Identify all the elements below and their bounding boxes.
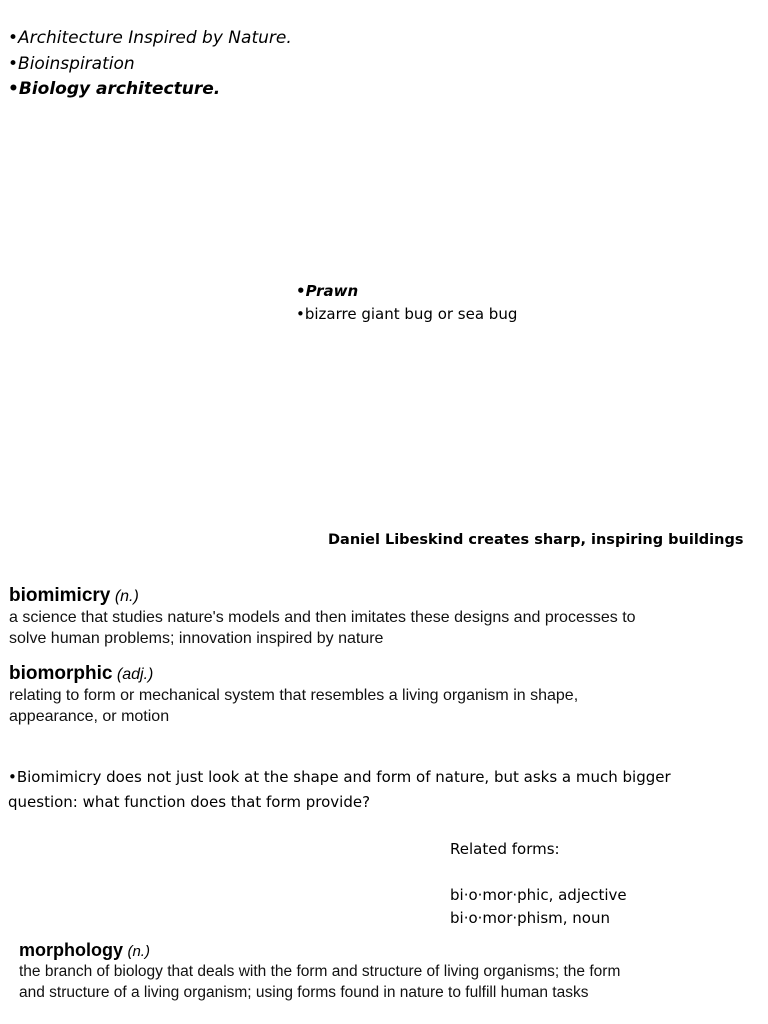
prawn-notes [296, 280, 517, 326]
related-form-noun: bi·o·mor·phism, noun [450, 909, 610, 927]
def-biomorphic-line1: relating to form or mechanical system that resembles a living organism in shape, [9, 687, 579, 704]
pos-morphology: (n.) [127, 943, 150, 960]
biomimicry-question: •Biomimicry does not just look at the shape and form of nature, but asks a much bigger question: what function does that form provide? [8, 768, 671, 811]
prawn-subtitle: •bizarre giant bug or sea bug [296, 305, 518, 323]
def-morphology-line2: and structure of a living organism; using forms found in nature to fulfill human tasks [19, 984, 589, 1001]
def-biomimicry-line2: solve human problems; innovation inspired by nature [9, 630, 384, 647]
bullet-biology-architecture: •Biology architecture. [8, 79, 221, 99]
related-form-adjective: bi·o·mor·phic, adjective [450, 886, 627, 904]
term-morphology: morphology [19, 940, 123, 960]
bullet-bioinspiration: •Bioinspiration [8, 53, 135, 74]
definition-biomorphic [9, 663, 578, 727]
top-bullet-list [8, 26, 292, 103]
related-forms-heading: Related forms: [450, 840, 560, 858]
def-morphology-line1: the branch of biology that deals with the form and structure of living organisms; the form [19, 963, 621, 980]
prawn-title: •Prawn [296, 282, 359, 300]
definition-morphology [19, 940, 620, 1003]
libeskind-caption: Daniel Libeskind creates sharp, inspiring buildings [328, 532, 744, 548]
pos-biomorphic: (adj.) [116, 666, 154, 683]
pos-biomimicry: (n.) [114, 588, 139, 605]
def-biomimicry-line1: a science that studies nature's models and then imitates these designs and processes to [9, 609, 636, 626]
term-biomimicry: biomimicry [9, 585, 111, 606]
bullet-architecture-inspired: •Architecture Inspired by Nature. [8, 28, 292, 48]
related-forms [450, 838, 627, 930]
related-forms-spacer [450, 861, 627, 884]
definition-biomimicry [9, 585, 636, 649]
term-biomorphic: biomorphic [9, 663, 113, 684]
def-biomorphic-line2: appearance, or motion [9, 708, 170, 725]
